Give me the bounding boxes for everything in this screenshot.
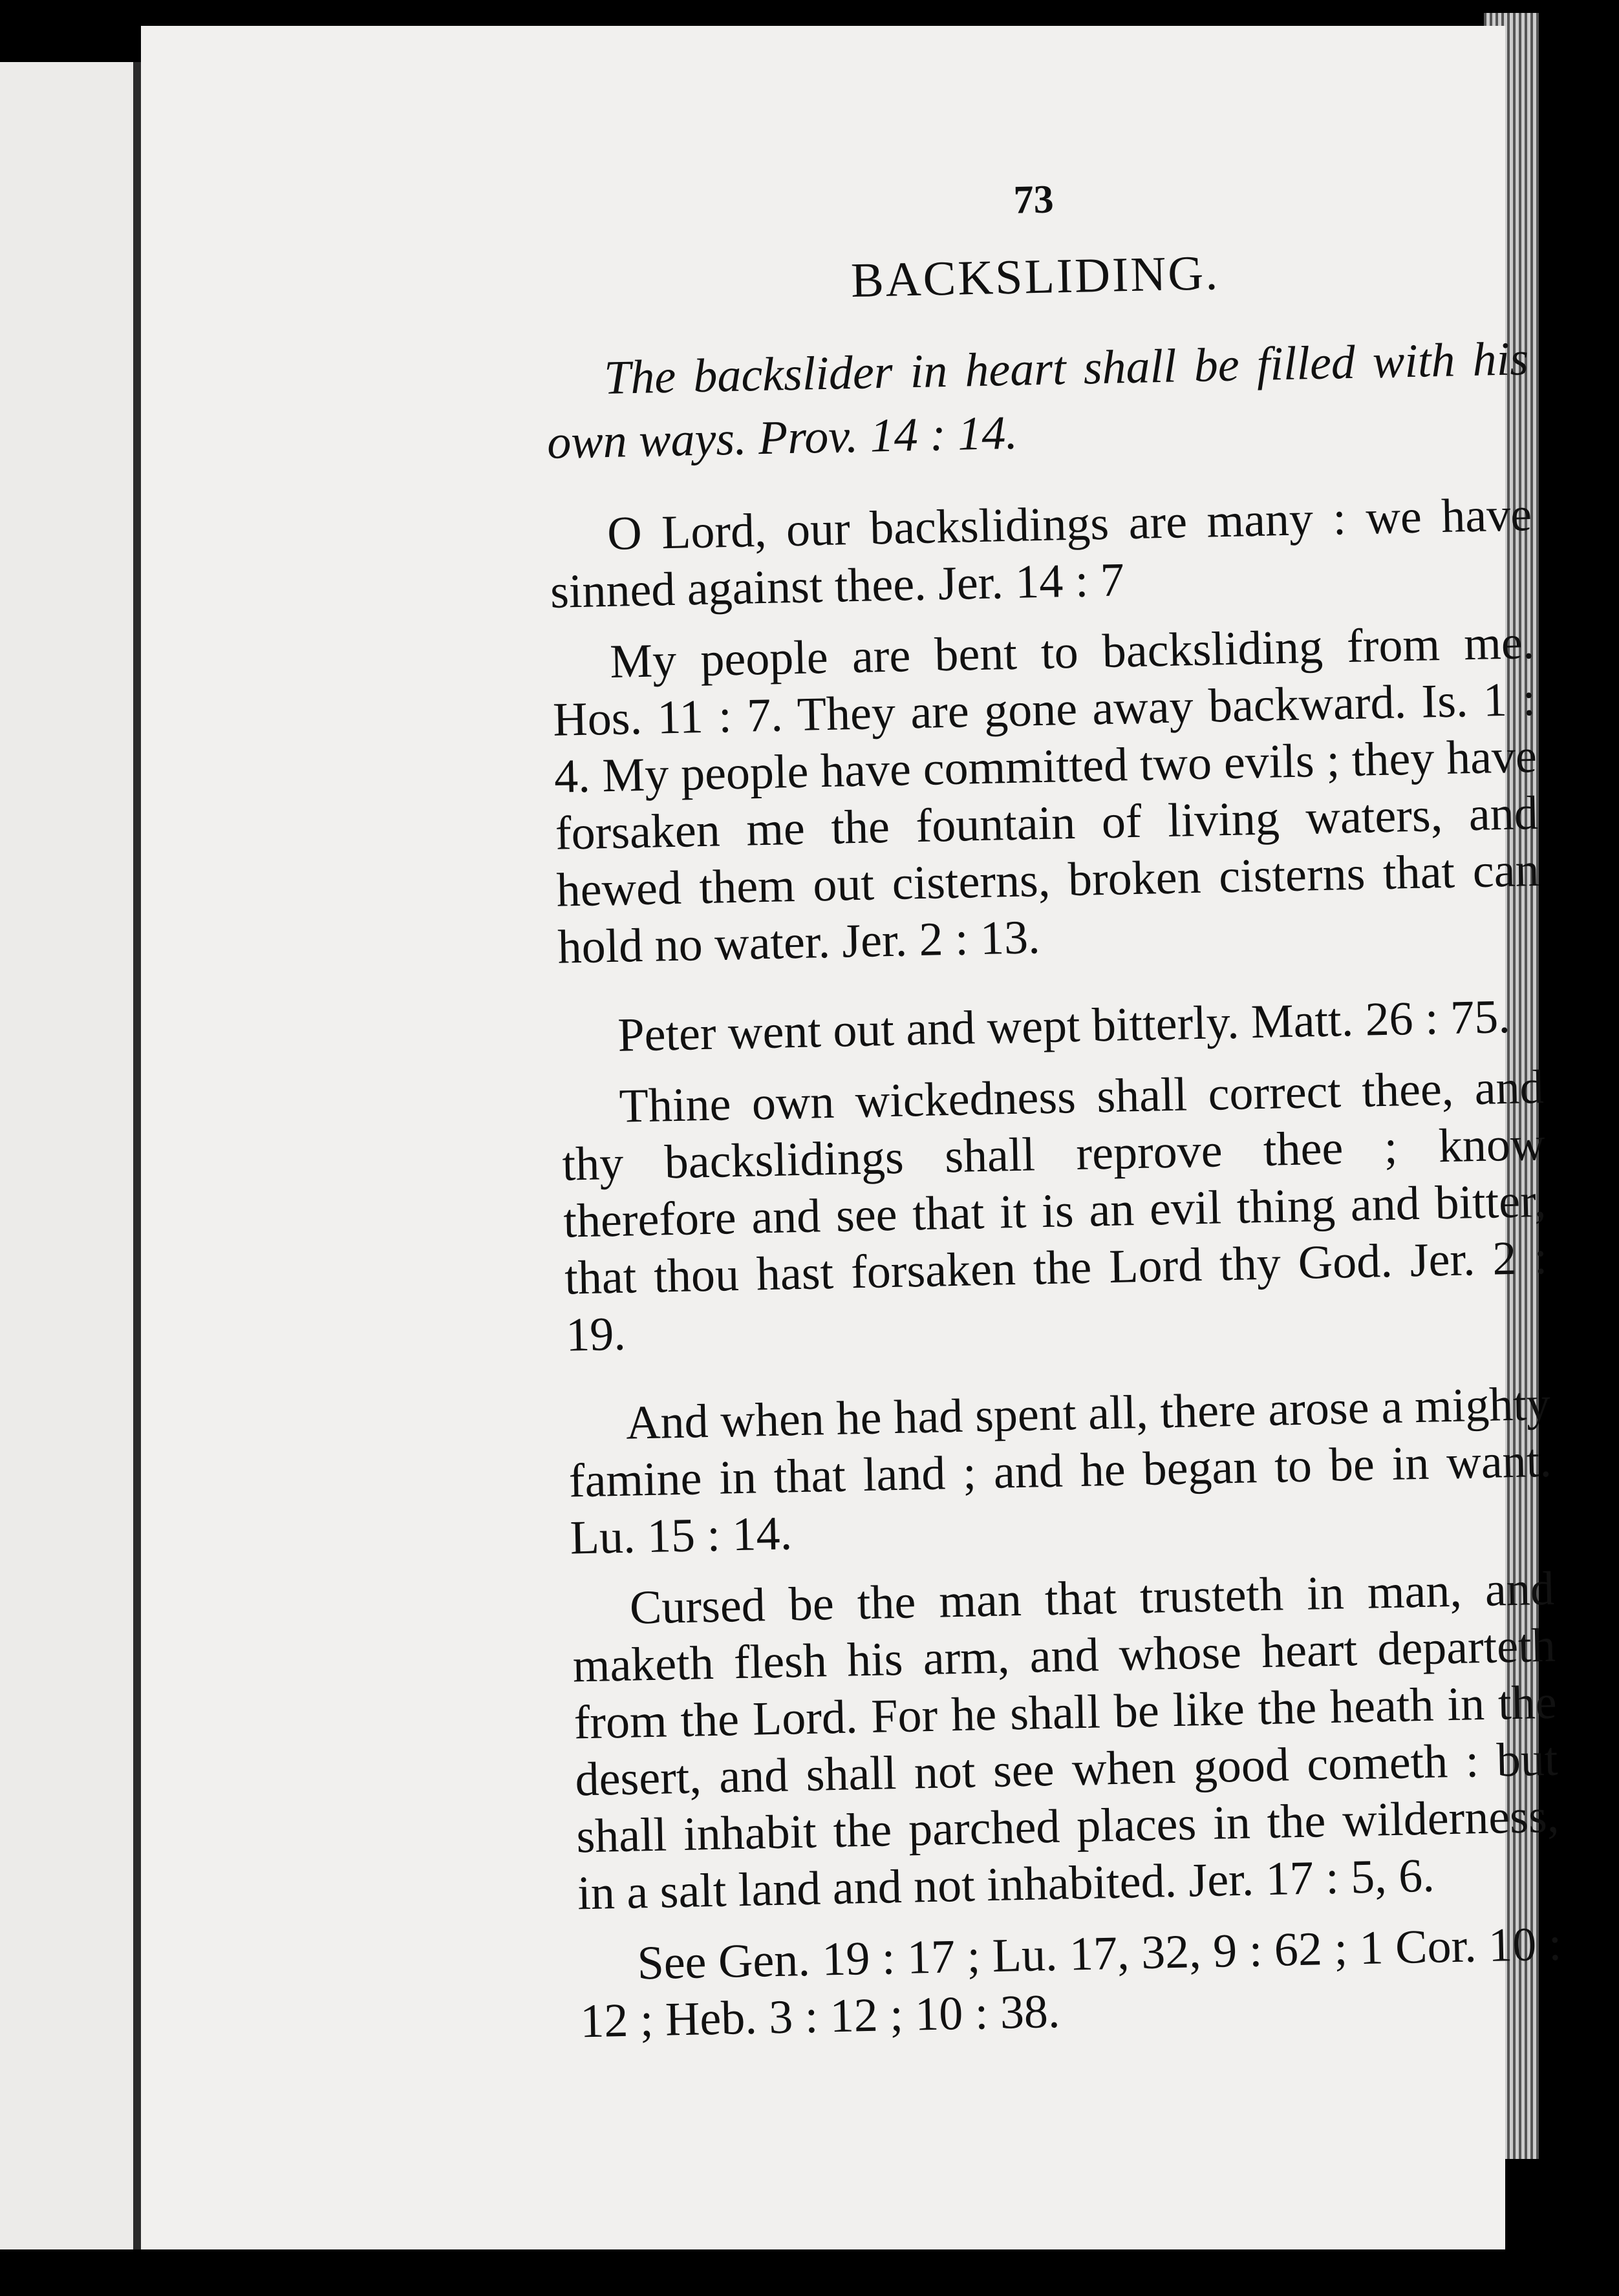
paragraph: Thine own wickedness shall correct thee, and thy backslidings shall reprove thee ; know therefore and see that it is an evil thing and bitter, that thou hast forsaken the Lord thy God. Jer. 2 : 19. <box>561 1060 1548 1362</box>
paragraph: O Lord, our backslidings are many : we have sinned against thee. Jer. 14 : 7 <box>550 488 1532 619</box>
left-page-edge <box>0 62 133 2249</box>
page-number: 73 <box>1013 177 1055 222</box>
paragraph: Peter went out and wept bitterly. Matt. 26 : 75. <box>617 990 1511 1062</box>
right-page <box>141 26 1563 2249</box>
epigraph: The backslider in heart shall be filled with his own ways. Prov. 14 : 14. <box>546 332 1529 469</box>
book-gutter <box>133 62 141 2249</box>
page-heading: BACKSLIDING. <box>850 246 1220 308</box>
paragraph: Cursed be the man that trusteth in man, and maketh flesh his arm, and whose heart departeth from the Lord. For he shall be like the heath in the desert, and shall not see when good cometh : but shall inhabit the parched places in the wilderness, in a salt land and not inhabited. Jer. 17 : 5, 6. <box>572 1562 1560 1920</box>
cross-references: See Gen. 19 : 17 ; Lu. 17, 32, 9 : 62 ; 1 Cor. 10 : 12 ; Heb. 3 : 12 ; 10 : 38. <box>579 1917 1563 2048</box>
page-text-block <box>542 167 1563 2064</box>
paragraph: And when he had spent all, there arose a mighty famine in that land ; and he began to be in want. Lu. 15 : 14. <box>568 1377 1552 1565</box>
paragraph: My people are bent to backsliding from me. Hos. 11 : 7. They are gone away backward. Is. 1 : 4. My people have committed two evils ; they have forsaken me the fountain of living waters, and hewed them out cisterns, broken cisterns that can hold no water. Jer. 2 : 13. <box>552 616 1540 974</box>
